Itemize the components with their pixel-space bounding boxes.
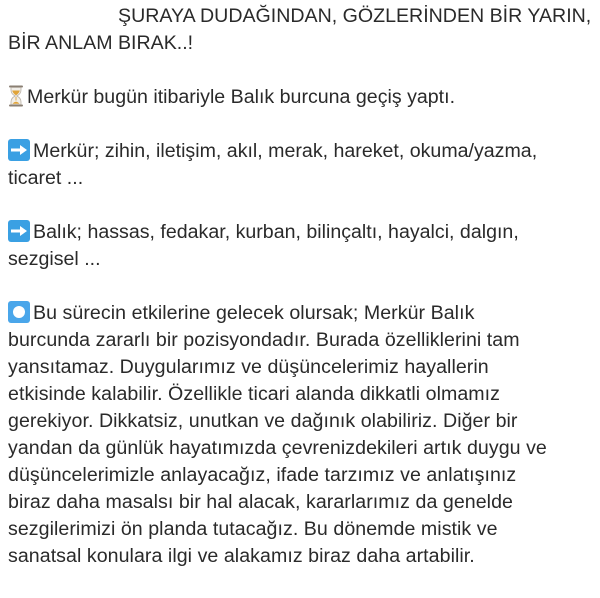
title-line-2: BİR ANLAM BIRAK..! — [8, 32, 194, 54]
pisces-traits-line-2: sezgisel ... — [8, 248, 101, 270]
spacer — [8, 192, 596, 219]
post-text — [8, 3, 596, 570]
mercury-line — [8, 84, 596, 111]
mercury-traits-line-1 — [8, 138, 596, 165]
white-circle-icon — [8, 301, 30, 323]
spacer — [8, 57, 596, 84]
title-line-1: ŞURAYA DUDAĞINDAN, GÖZLERİNDEN BİR YARIN, — [118, 5, 592, 27]
effects-line-5: gerekiyor. Dikkatsiz, unutkan ve dağınık olabiliriz. Diğer bir — [8, 410, 518, 432]
effects-line-10: sanatsal konulara ilgi ve alakamız biraz daha artabilir. — [8, 545, 475, 567]
effects-line-2: burcunda zararlı bir pozisyondadır. Burada özelliklerini tam — [8, 329, 520, 351]
spacer — [8, 111, 596, 138]
mercury-traits-text-1: Merkür; zihin, iletişim, akıl, merak, hareket, okuma/yazma, — [33, 140, 538, 162]
right-arrow-icon — [8, 220, 30, 242]
pisces-traits-line-1 — [8, 219, 596, 246]
effects-line-3: yansıtamaz. Duygularımız ve düşüncelerimiz hayallerin — [8, 356, 489, 378]
spacer — [8, 273, 596, 300]
pisces-traits-text-1: Balık; hassas, fedakar, kurban, bilinçaltı, hayalci, dalgın, — [33, 221, 519, 243]
mercury-traits-line-2: ticaret ... — [8, 167, 84, 189]
hourglass-icon — [8, 85, 24, 107]
effects-line-9: sezgilerimizi ön planda tutacağız. Bu dönemde mistik ve — [8, 518, 498, 540]
effects-paragraph — [8, 300, 596, 570]
effects-line-1 — [8, 300, 596, 327]
mercury-text: Merkür bugün itibariyle Balık burcuna geçiş yaptı. — [27, 86, 456, 108]
effects-text-1: Bu sürecin etkilerine gelecek olursak; Merkür Balık — [33, 302, 475, 324]
effects-line-4: etkisinde kalabilir. Özellikle ticari alanda dikkatli olmamız — [8, 383, 501, 405]
effects-line-6: yandan da günlük hayatımızda çevrenizdekileri artık duygu ve — [8, 437, 547, 459]
effects-line-8: biraz daha masalsı bir hal alacak, kararlarımız da genelde — [8, 491, 513, 513]
effects-line-7: düşüncelerimizle anlayacağız, ifade tarzımız ve anlatışınız — [8, 464, 517, 486]
right-arrow-icon — [8, 139, 30, 161]
